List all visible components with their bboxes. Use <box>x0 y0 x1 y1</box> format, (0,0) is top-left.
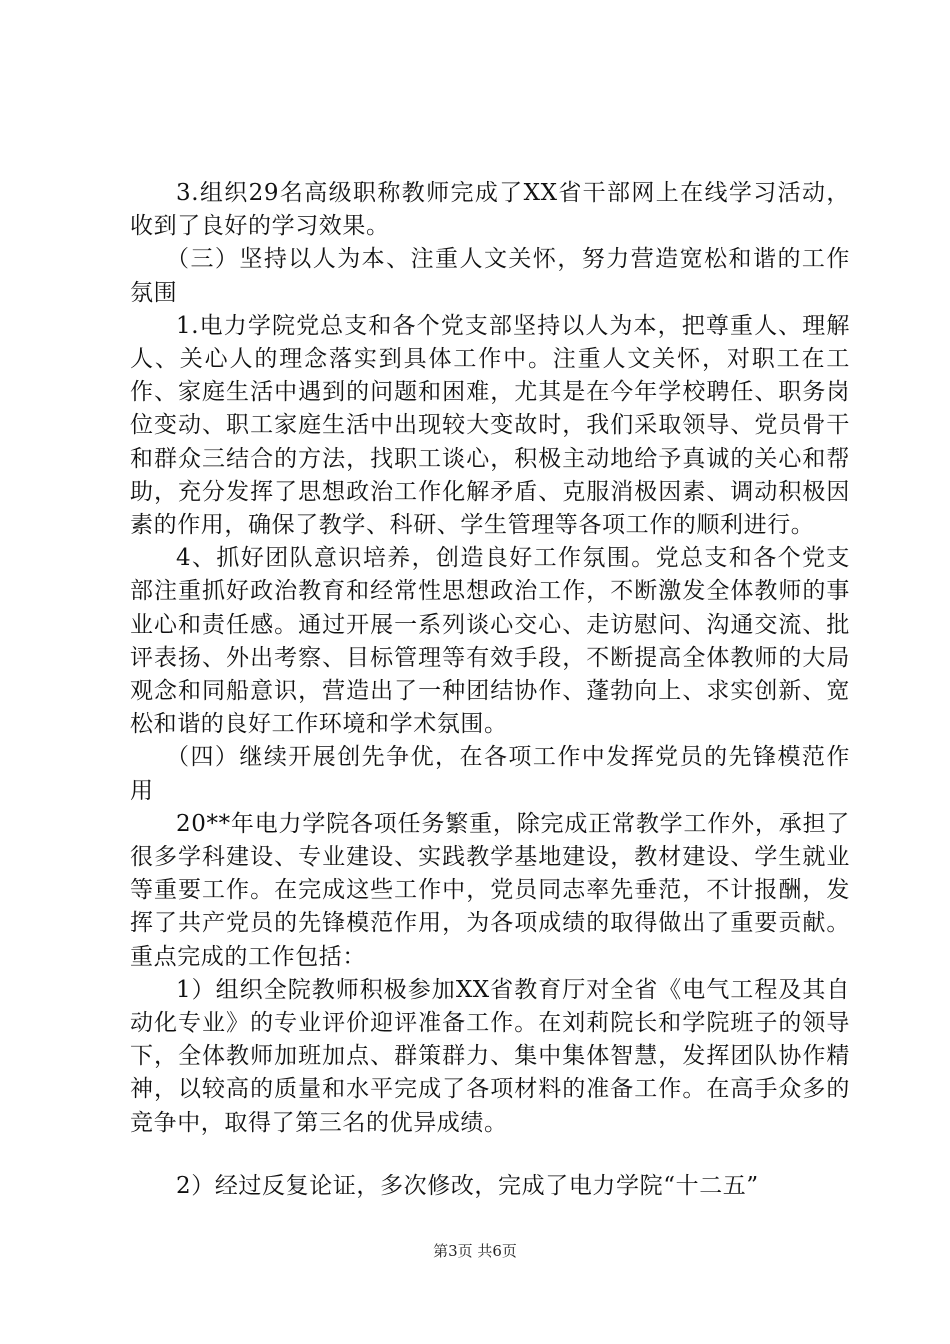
paragraph-list-1: 1）组织全院教师积极参加XX省教育厅对全省《电气工程及其自动化专业》的专业评价迎评准备工作。在刘莉院长和学院班子的领导下，全体教师加班加点、群策群力、集中集体智慧，发挥团队协作精神，以较高的质量和水平完成了各项材料的准备工作。在高手众多的竞争中，取得了第三名的优异成绩。 <box>130 976 850 1136</box>
paragraph-item-1: 1.电力学院党总支和各个党支部坚持以人为本，把尊重人、理解人、关心人的理念落实到具体工作中。注重人文关怀，对职工在工作、家庭生活中遇到的问题和困难，尤其是在今年学校聘任、职务岗位变动、职工家庭生活中出现较大变故时，我们采取领导、党员骨干和群众三结合的方法，找职工谈心，积极主动地给予真诚的关心和帮助，充分发挥了思想政治工作化解矛盾、克服消极因素、调动积极因素的作用，确保了教学、科研、学生管理等各项工作的顺利进行。 <box>130 312 850 539</box>
page-footer: 第3页 共6页 <box>433 1242 517 1260</box>
section-heading-3: （三）坚持以人为本、注重人文关怀，努力营造宽松和谐的工作氛围 <box>130 246 850 306</box>
document-body <box>130 177 850 1203</box>
section-heading-4: （四）继续开展创先争优，在各项工作中发挥党员的先锋模范作用 <box>130 744 850 804</box>
paragraph-list-2: 2）经过反复论证，多次修改，完成了电力学院“十二五” <box>176 1172 759 1199</box>
paragraph-item-3: 3.组织29名高级职称教师完成了XX省干部网上在线学习活动，收到了良好的学习效果。 <box>130 180 850 240</box>
paragraph-intro: 20**年电力学院各项任务繁重，除完成正常教学工作外，承担了很多学科建设、专业建设、实践教学基地建设，教材建设、学生就业等重要工作。在完成这些工作中，党员同志率先垂范，不计报酬，发挥了共产党员的先锋模范作用，为各项成绩的取得做出了重要贡献。重点完成的工作包括： <box>130 810 850 970</box>
paragraph-item-4: 4、抓好团队意识培养，创造良好工作氛围。党总支和各个党支部注重抓好政治教育和经常性思想政治工作，不断激发全体教师的事业心和责任感。通过开展一系列谈心交心、走访慰问、沟通交流、批评表扬、外出考察、目标管理等有效手段，不断提高全体教师的大局观念和同船意识，营造出了一种团结协作、蓬勃向上、求实创新、宽松和谐的良好工作环境和学术氛围。 <box>130 545 850 738</box>
